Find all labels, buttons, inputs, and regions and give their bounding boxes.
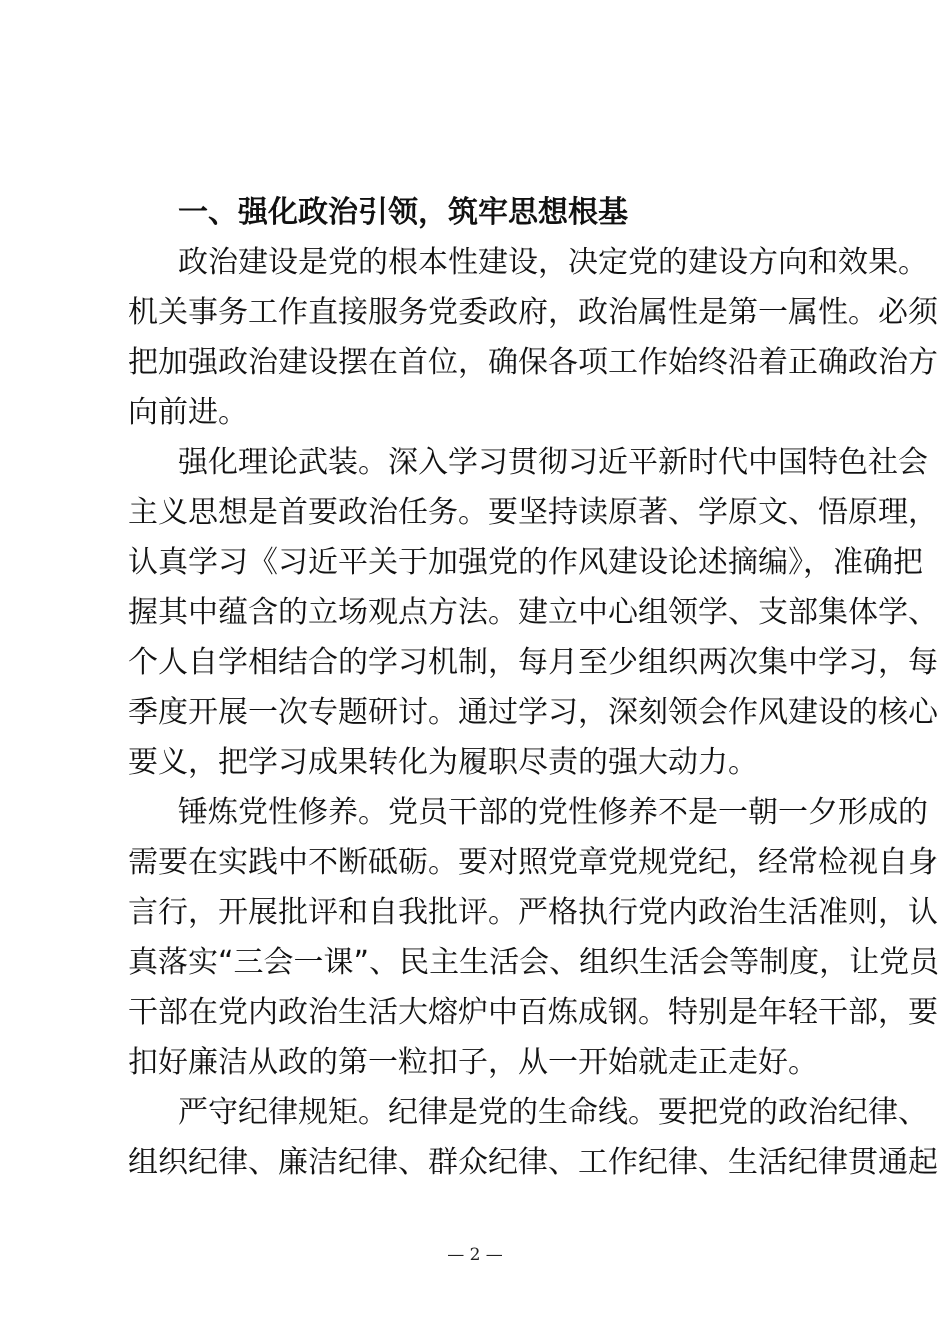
paragraph-3-line-4: 真落实“三会一课”、民主生活会、组织生活会等制度，让党员 bbox=[128, 945, 940, 980]
paragraph-2-line-4: 握其中蕴含的立场观点方法。建立中心组领学、支部集体学、 bbox=[128, 595, 938, 630]
paragraph-3-line-5: 干部在党内政治生活大熔炉中百炼成钢。特别是年轻干部，要 bbox=[128, 995, 938, 1030]
paragraph-1-line-2: 机关事务工作直接服务党委政府，政治属性是第一属性。必须 bbox=[128, 295, 938, 330]
paragraph-2-line-2: 主义思想是首要政治任务。要坚持读原著、学原文、悟原理， bbox=[128, 495, 938, 530]
paragraph-1-line-3: 把加强政治建设摆在首位，确保各项工作始终沿着正确政治方 bbox=[128, 345, 938, 380]
paragraph-4-line-2: 组织纪律、廉洁纪律、群众纪律、工作纪律、生活纪律贯通起 bbox=[128, 1145, 938, 1180]
paragraph-2-line-3: 认真学习《习近平关于加强党的作风建设论述摘编》，准确把 bbox=[128, 545, 923, 580]
paragraph-2-line-1: 强化理论武装。深入学习贯彻习近平新时代中国特色社会 bbox=[178, 445, 928, 480]
paragraph-3-line-3: 言行，开展批评和自我批评。严格执行党内政治生活准则，认 bbox=[128, 895, 938, 930]
paragraph-3-line-1: 锤炼党性修养。党员干部的党性修养不是一朝一夕形成的 bbox=[178, 795, 928, 830]
paragraph-3-line-6: 扣好廉洁从政的第一粒扣子，从一开始就走正走好。 bbox=[128, 1045, 818, 1080]
paragraph-1-line-1: 政治建设是党的根本性建设，决定党的建设方向和效果。 bbox=[178, 245, 928, 280]
paragraph-1-line-4: 向前进。 bbox=[128, 395, 248, 430]
paragraph-2-line-7: 要义，把学习成果转化为履职尽责的强大动力。 bbox=[128, 745, 758, 780]
paragraph-4-line-1: 严守纪律规矩。纪律是党的生命线。要把党的政治纪律、 bbox=[178, 1095, 928, 1130]
paragraph-3-line-2: 需要在实践中不断砥砺。要对照党章党规党纪，经常检视自身 bbox=[128, 845, 938, 880]
section-heading: 一、强化政治引领，筑牢思想根基 bbox=[178, 195, 628, 230]
paragraph-2-line-6: 季度开展一次专题研讨。通过学习，深刻领会作风建设的核心 bbox=[128, 695, 938, 730]
paragraph-2-line-5: 个人自学相结合的学习机制，每月至少组织两次集中学习，每 bbox=[128, 645, 938, 680]
page-number: — 2 — bbox=[447, 1245, 503, 1265]
